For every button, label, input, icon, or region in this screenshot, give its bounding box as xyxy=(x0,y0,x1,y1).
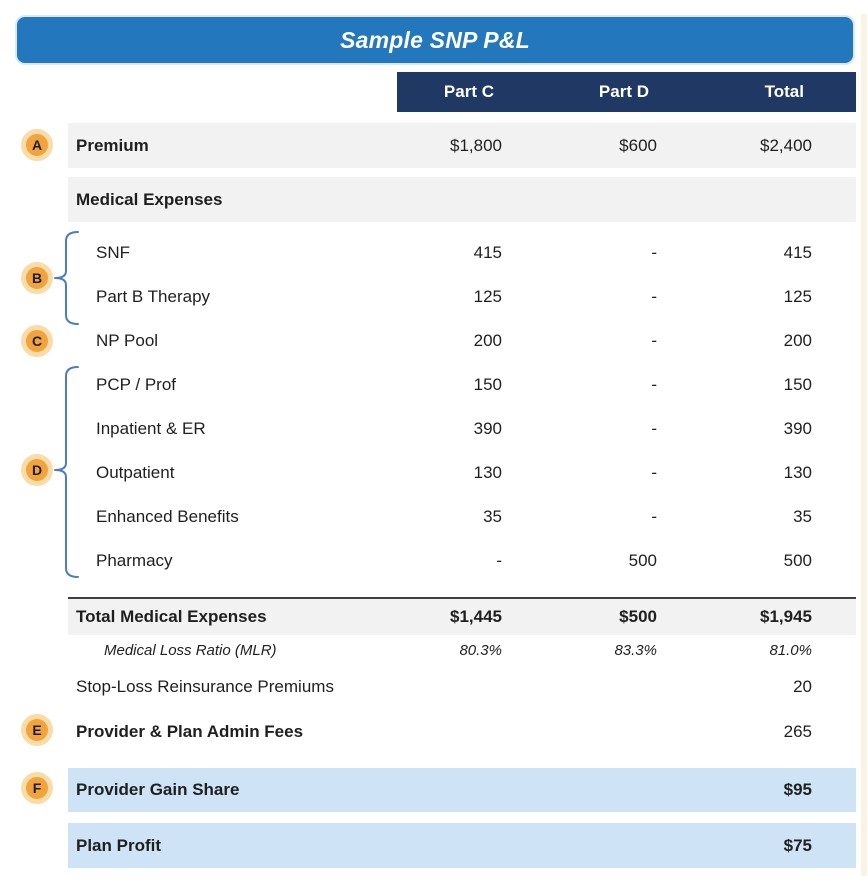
row-total: 35 xyxy=(793,507,812,526)
row-part-d: - xyxy=(651,287,657,306)
mlr-label: Medical Loss Ratio (MLR) xyxy=(104,641,277,659)
row-part-d: - xyxy=(651,375,657,394)
title-banner xyxy=(17,17,853,63)
column-header-total: Total xyxy=(764,82,804,101)
table-row-inpatient-er xyxy=(68,407,856,451)
row-total: 415 xyxy=(783,243,812,262)
stop-loss-row xyxy=(68,665,856,709)
page-title: Sample SNP P&L xyxy=(340,26,530,53)
column-header-part-c: Part C xyxy=(443,82,494,101)
column-header-row xyxy=(397,72,856,112)
callout-badge-f: F xyxy=(21,772,53,804)
medical-expenses-header: Medical Expenses xyxy=(76,189,223,209)
table-row-pcp-prof xyxy=(68,363,856,407)
row-label: PCP / Prof xyxy=(96,375,176,394)
stop-loss-label: Stop-Loss Reinsurance Premiums xyxy=(76,677,334,696)
medical-expense-details xyxy=(68,231,856,583)
column-header-part-d: Part D xyxy=(598,82,649,101)
table-row-np-pool xyxy=(68,319,856,363)
plan-profit-row xyxy=(68,823,856,868)
stop-loss-total: 20 xyxy=(793,677,812,696)
row-total: 150 xyxy=(783,375,812,394)
table-row-part-b-therapy xyxy=(68,275,856,319)
row-part-d: - xyxy=(651,507,657,526)
admin-fees-label: Provider & Plan Admin Fees xyxy=(76,722,304,741)
callout-badge-a: A xyxy=(21,129,53,161)
row-part-c: 35 xyxy=(483,507,502,526)
row-label: Enhanced Benefits xyxy=(96,507,239,526)
total-medical-expenses-row xyxy=(68,599,856,635)
row-label: NP Pool xyxy=(96,331,159,350)
plan-profit-total: $75 xyxy=(783,835,812,855)
gain-share-row xyxy=(68,768,856,812)
total-total: $1,945 xyxy=(760,607,812,626)
bracket-b-icon xyxy=(54,231,80,325)
mlr-part-c: 80.3% xyxy=(459,641,502,659)
row-part-c: - xyxy=(496,551,502,570)
row-total: 200 xyxy=(783,331,812,350)
premium-label: Premium xyxy=(76,135,149,155)
admin-fees-row xyxy=(68,709,856,755)
row-part-c: 150 xyxy=(473,375,502,394)
medical-expenses-header-row xyxy=(68,177,856,222)
row-part-d: 500 xyxy=(628,551,657,570)
row-total: 130 xyxy=(783,463,812,482)
gain-share-total: $95 xyxy=(783,780,812,799)
total-part-c: $1,445 xyxy=(450,607,502,626)
mlr-total: 81.0% xyxy=(769,641,812,659)
row-label: Outpatient xyxy=(96,463,175,482)
row-total: 125 xyxy=(783,287,812,306)
gain-share-label: Provider Gain Share xyxy=(76,780,240,799)
row-part-d: - xyxy=(651,331,657,350)
table-row-enhanced-benefits xyxy=(68,495,856,539)
row-part-d: - xyxy=(651,243,657,262)
row-part-c: 200 xyxy=(473,331,502,350)
premium-part-c: $1,800 xyxy=(450,135,502,155)
row-part-c: 130 xyxy=(473,463,502,482)
table-row-outpatient xyxy=(68,451,856,495)
mlr-row xyxy=(68,635,856,665)
bracket-d-icon xyxy=(54,366,80,578)
total-part-d: $500 xyxy=(619,607,657,626)
row-label: Inpatient & ER xyxy=(96,419,206,438)
row-part-d: - xyxy=(651,463,657,482)
row-label: Pharmacy xyxy=(96,551,173,570)
callout-badge-b: B xyxy=(21,262,53,294)
table-row-snf xyxy=(68,231,856,275)
plan-profit-label: Plan Profit xyxy=(76,835,162,855)
admin-fees-total: 265 xyxy=(783,722,812,741)
premium-row xyxy=(68,123,856,168)
row-label: Part B Therapy xyxy=(96,287,211,306)
callout-badge-d: D xyxy=(21,454,53,486)
total-label: Total Medical Expenses xyxy=(76,607,267,626)
row-part-c: 390 xyxy=(473,419,502,438)
row-total: 390 xyxy=(783,419,812,438)
row-part-c: 415 xyxy=(473,243,502,262)
mlr-part-d: 83.3% xyxy=(614,641,657,659)
callout-badge-c: C xyxy=(21,325,53,357)
row-part-d: - xyxy=(651,419,657,438)
row-label: SNF xyxy=(96,243,130,262)
row-part-c: 125 xyxy=(473,287,502,306)
callout-badge-e: E xyxy=(21,714,53,746)
premium-total: $2,400 xyxy=(760,135,812,155)
table-row-pharmacy xyxy=(68,539,856,583)
page-edge-strip xyxy=(861,14,867,876)
premium-part-d: $600 xyxy=(619,135,657,155)
row-total: 500 xyxy=(783,551,812,570)
